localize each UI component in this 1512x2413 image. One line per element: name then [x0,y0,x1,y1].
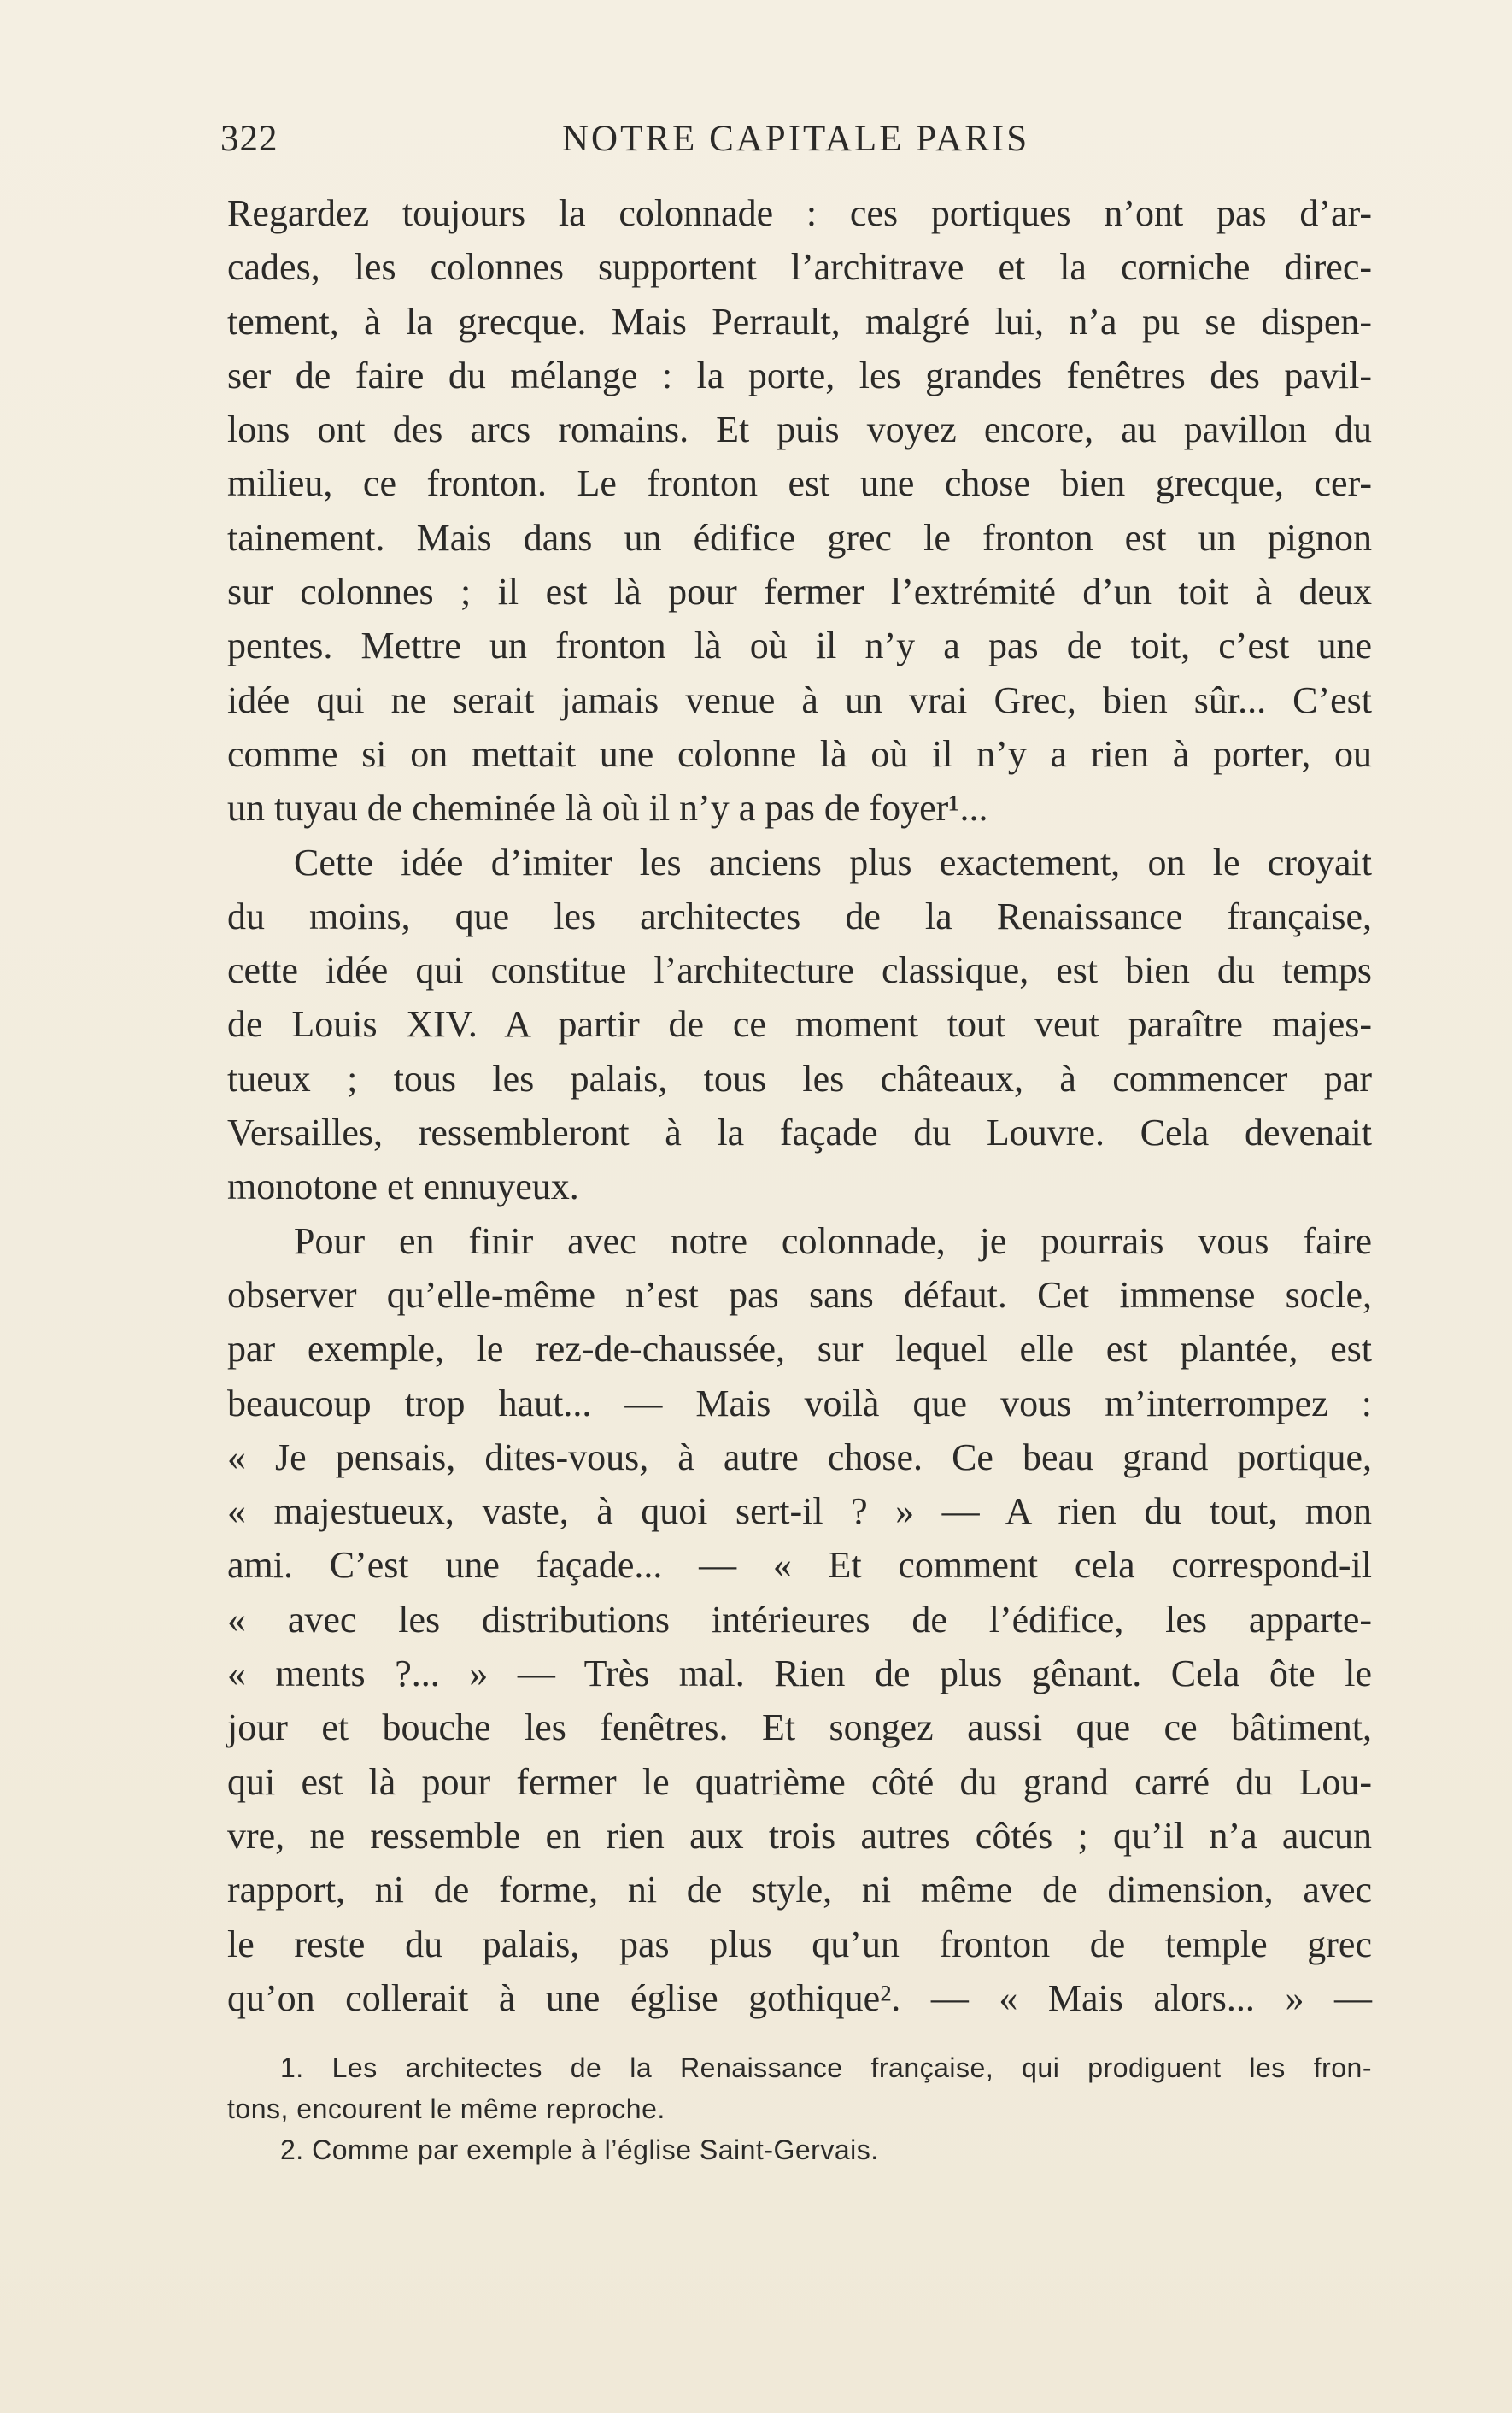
text-line: Regardez toujours la colonnade : ces portiques n’ont pas d’ar- [227,192,1372,234]
text-line: un tuyau de cheminée là où il n’y a pas de foyer¹... [227,787,988,830]
text-line: tement, à la grecque. Mais Perrault, malgré lui, n’a pu se dispen- [227,300,1372,343]
text-line: cades, les colonnes supportent l’architrave et la corniche direc- [227,246,1372,289]
running-head [220,118,1365,169]
text-line: « Je pensais, dites-vous, à autre chose. Ce beau grand portique, [227,1435,1372,1478]
text-line: vre, ne ressemble en rien aux trois autres côtés ; qu’il n’a aucun [227,1814,1372,1857]
text-line: monotone et ennuyeux. [227,1165,579,1208]
footnote-line: 2. Comme par exemple à l’église Saint-Gervais. [280,2134,879,2165]
text-line: milieu, ce fronton. Le fronton est une chose bien grecque, cer- [227,462,1372,505]
text-line: observer qu’elle-même n’est pas sans défaut. Cet immense socle, [227,1273,1372,1316]
text-line: tainement. Mais dans un édifice grec le fronton est un pignon [227,516,1372,559]
text-line: comme si on mettait une colonne là où il n’y a rien à porter, ou [227,732,1372,775]
text-line: ser de faire du mélange : la porte, les grandes fenêtres des pavil- [227,354,1372,396]
page-number: 322 [220,119,278,159]
text-line: par exemple, le rez-de-chaussée, sur lequel elle est plantée, est [227,1328,1372,1371]
text-line: lons ont des arcs romains. Et puis voyez encore, au pavillon du [227,408,1372,451]
text-line: tueux ; tous les palais, tous les châteaux, à commencer par [227,1057,1372,1100]
text-line: rapport, ni de forme, ni de style, ni même de dimension, avec [227,1869,1372,1911]
text-line: sur colonnes ; il est là pour fermer l’extrémité d’un toit à deux [227,571,1372,614]
text-line: qui est là pour fermer le quatrième côté du grand carré du Lou- [227,1760,1372,1803]
running-title: NOTRE CAPITALE PARIS [562,119,1030,159]
text-line: cette idée qui constitue l’architecture classique, est bien du temps [227,949,1372,992]
text-line: beaucoup trop haut... — Mais voilà que vous m’interrompez : [227,1382,1372,1424]
footnotes [227,2047,1372,2170]
body-text [227,186,1372,2025]
text-line: jour et bouche les fenêtres. Et songez aussi que ce bâtiment, [227,1706,1372,1749]
text-line: ami. C’est une façade... — « Et comment cela correspond-il [227,1544,1372,1587]
text-line: qu’on collerait à une église gothique². — « Mais alors... » — [227,1976,1372,2019]
text-line: pentes. Mettre un fronton là où il n’y a pas de toit, c’est une [227,625,1372,667]
text-line: du moins, que les architectes de la Renaissance française, [227,895,1372,937]
text-line: idée qui ne serait jamais venue à un vrai Grec, bien sûr... C’est [227,678,1372,721]
text-line: Versailles, ressembleront à la façade du Louvre. Cela devenait [227,1112,1372,1154]
text-line: « ments ?... » — Très mal. Rien de plus gênant. Cela ôte le [227,1653,1372,1695]
text-line: « majestueux, vaste, à quoi sert-il ? » — A rien du tout, mon [227,1490,1372,1533]
text-line: le reste du palais, pas plus qu’un fronton de temple grec [227,1923,1372,1965]
text-line: de Louis XIV. A partir de ce moment tout veut paraître majes- [227,1003,1372,1046]
text-line: Pour en finir avec notre colonnade, je pourrais vous faire [294,1219,1372,1262]
footnote-line: 1. Les architectes de la Renaissance française, qui prodiguent les fron- [280,2052,1372,2083]
text-line: « avec les distributions intérieures de l’édifice, les apparte- [227,1598,1372,1641]
text-line: Cette idée d’imiter les anciens plus exactement, on le croyait [294,841,1372,884]
footnote-line: tons, encourent le même reproche. [227,2093,665,2124]
